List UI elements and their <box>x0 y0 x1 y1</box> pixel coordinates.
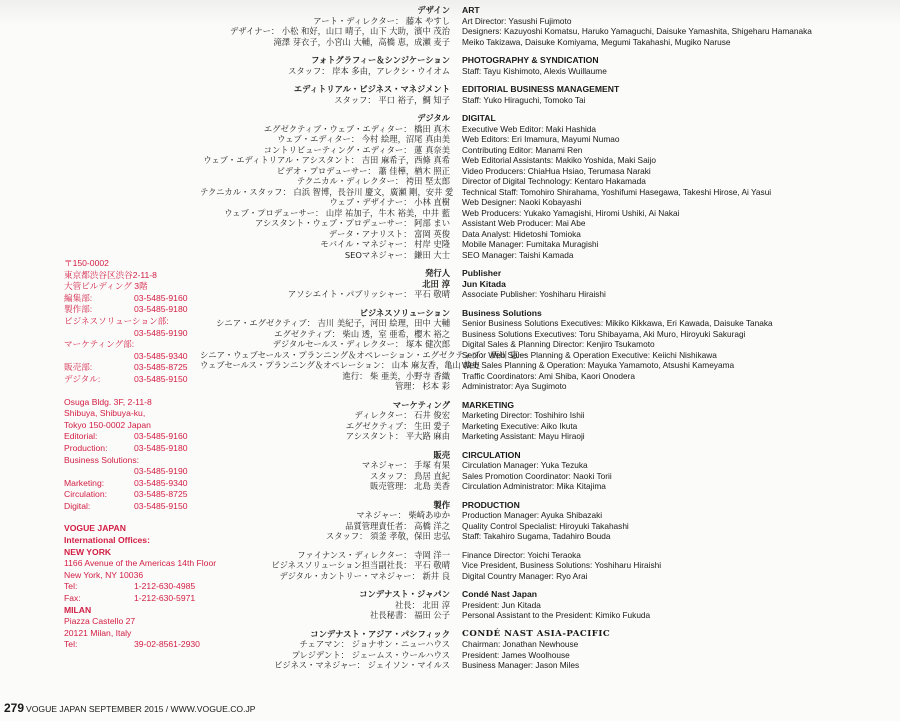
address-label: デジタル: <box>64 373 101 384</box>
credit-line-jp: 滝澤 芽衣子，小宮山 大輔，高橋 恵，成瀬 麦子 <box>273 36 450 47</box>
credit-jp <box>200 450 462 492</box>
section-heading-jp: 製作 <box>433 499 450 510</box>
credit-line-jp: シニア・ウェブセールス・プランニング＆オペレーション・エグゼクティブ： 西川 恵一 <box>200 349 527 360</box>
credit-jp <box>200 55 462 76</box>
credit-line-jp: 販売管理： 北島 美香 <box>370 481 450 491</box>
credit-line-en: Circulation Administrator: Mika Kitajima <box>462 481 606 491</box>
ny-heading: NEW YORK <box>64 546 112 557</box>
credit-line-jp: チェアマン： ジョナサン・ニューハウス <box>299 639 450 649</box>
section-heading-en: ART <box>462 5 480 15</box>
credit-line-jp: ウェブ・エディター： 今村 絵理，沼尾 真由美 <box>277 134 450 144</box>
credit-line-jp: デジタルセールス・ディレクター： 塚本 健次郎 <box>272 339 450 349</box>
page-number: 279 <box>4 701 25 715</box>
credit-line-jp: ウェブ・エディトリアル・アシスタント： 吉田 麻希子，西條 真希 <box>203 155 450 165</box>
credit-section <box>200 55 890 76</box>
credit-en <box>462 450 890 492</box>
address-value: 03-5485-9190 <box>134 327 188 338</box>
credit-line-en: Circulation Manager: Yuka Tezuka <box>462 460 588 470</box>
credit-line-jp: ディレクター： 石井 俊宏 <box>354 410 450 420</box>
credit-line-jp: デジタル・カントリー・マネジャー： 新井 良 <box>279 570 450 581</box>
address-value: 39-02-8561-2930 <box>134 639 200 650</box>
section-heading-jp: 発行人 <box>425 268 450 278</box>
credit-jp <box>200 84 462 105</box>
credit-line-jp: モバイル・マネジャー： 村岸 史隆 <box>320 239 450 249</box>
address-label: 大管ビルディング 3階 <box>64 281 148 292</box>
credit-en <box>462 55 890 76</box>
address-label: Business Solutions: <box>64 454 139 465</box>
credit-line-jp: ビデオ・プロデューサー： 蕭 佳樺，楢木 照正 <box>276 165 450 176</box>
section-heading-en: Publisher <box>462 268 502 278</box>
credit-line-en: Production Manager: Ayuka Shibazaki <box>462 510 603 520</box>
section-heading-jp: コンデナスト・アジア・パシフィック <box>310 628 450 639</box>
credit-line-en: Art Director: Yasushi Fujimoto <box>462 15 572 26</box>
credit-line-en: Video Producers: ChiaHua Hsiao, Terumasa Naraki <box>462 165 651 176</box>
credit-line-jp: アソシエイト・パブリッシャー： 平石 敬晴 <box>287 289 450 299</box>
address-value: 1-212-630-4985 <box>134 581 196 592</box>
credit-line-en: Senior Business Solutions Executives: Mikiko Kikkawa, Eri Kawada, Daisuke Tanaka <box>462 318 773 328</box>
credit-en <box>462 5 890 47</box>
credit-line-en: Vice President, Business Solutions: Yoshiharu Hiraishi <box>462 560 662 570</box>
credit-jp <box>200 550 462 582</box>
credit-line-en: Jun Kitada <box>462 278 506 289</box>
credit-line-jp: エグゼクティブ： 柴山 透，室 亜希，櫻木 裕之 <box>274 328 450 339</box>
credit-line-jp: ウェブ・プロデューサー： 山岸 祐加子，牛木 裕美，中井 藍 <box>224 207 450 218</box>
credit-section <box>200 550 890 582</box>
credit-line-en: SEO Manager: Taishi Kamada <box>462 249 574 260</box>
credit-section <box>200 308 890 392</box>
credit-line-en: Director of Digital Technology: Kentaro Hakamada <box>462 176 646 186</box>
section-heading-en: PHOTOGRAPHY & SYNDICATION <box>462 55 599 65</box>
credit-line-jp: SEOマネジャー： 鎌田 大士 <box>344 249 450 260</box>
credit-line-en: Digital Sales & Planning Director: Kenjiro Tsukamoto <box>462 339 655 349</box>
credit-line-en: Marketing Executive: Aiko Ikuta <box>462 420 578 431</box>
address-label: 販売部: <box>64 362 93 373</box>
credit-line-en: President: James Woolhouse <box>462 649 570 660</box>
address-label: Digital: <box>64 500 91 511</box>
credit-jp <box>200 500 462 542</box>
credit-line-jp: デザイナー： 小松 和好，山口 晴子，山下 大助，濱中 茂治 <box>229 26 450 36</box>
credit-line-jp: 管理： 杉本 彩 <box>394 381 450 391</box>
section-heading-en: Business Solutions <box>462 307 542 318</box>
credit-en <box>462 629 890 671</box>
credit-line-jp: エグゼクティブ・ウェブ・エディター： 橋田 真木 <box>263 123 450 134</box>
credit-section <box>200 113 890 260</box>
credit-line-jp: データ・アナリスト： 富岡 英俊 <box>328 228 450 239</box>
section-heading-jp: デジタル <box>417 113 450 123</box>
section-heading-jp: デザイン <box>417 5 450 15</box>
address-label: Fax: <box>64 593 81 604</box>
section-heading-en: CONDÉ NAST ASIA-PACIFIC <box>462 628 611 639</box>
address-value: 03-5485-9150 <box>134 500 188 511</box>
credit-line-en: Finance Director: Yoichi Teraoka <box>462 549 581 560</box>
section-heading-jp: ビジネスソリューション <box>359 307 450 318</box>
credit-line-en: Executive Web Editor: Maki Hashida <box>462 123 597 134</box>
credit-line-jp: ビジネス・マネジャー： ジェイソン・マイルス <box>274 660 450 670</box>
section-heading-en: MARKETING <box>462 399 515 410</box>
section-heading-en: EDITORIAL BUSINESS MANAGEMENT <box>462 84 620 94</box>
credit-section <box>200 400 890 442</box>
credit-line-jp: スタッフ： 須釜 孝敬，保田 忠弘 <box>325 531 450 541</box>
address-value: 03-5485-9340 <box>134 477 188 488</box>
credit-section <box>200 450 890 492</box>
credit-jp <box>200 400 462 442</box>
credit-line-en: Business Solutions Executives: Toru Shibayama, Aki Muro, Hiroyuki Sakuragi <box>462 328 746 339</box>
credit-line-en: Web Producers: Yukako Yamagishi, Hiromi Ushiki, Ai Nakai <box>462 207 680 218</box>
address-value: 03-5485-9150 <box>134 373 188 384</box>
credit-line-en: Staff: Tayu Kishimoto, Alexis Wuillaume <box>462 65 607 76</box>
masthead-credits <box>200 5 890 679</box>
intl-subheading: International Offices: <box>64 535 150 546</box>
credit-line-en: Sales Promotion Coordinator: Naoki Torii <box>462 470 612 481</box>
address-value: 03-5485-9180 <box>134 442 188 453</box>
address-label <box>64 351 134 363</box>
address-label: Circulation: <box>64 489 107 500</box>
address-label: Tokyo 150-0002 Japan <box>64 419 151 430</box>
credit-en <box>462 589 890 621</box>
credit-line-en: Contributing Editor: Manami Ren <box>462 144 583 155</box>
credit-jp <box>200 5 462 47</box>
credit-jp <box>200 589 462 621</box>
credit-en <box>462 308 890 392</box>
milan-heading: MILAN <box>64 604 92 615</box>
credit-section <box>200 84 890 105</box>
section-heading-en: PRODUCTION <box>462 499 520 510</box>
address-value: 1-212-630-5971 <box>134 593 196 604</box>
credit-en <box>462 500 890 542</box>
credit-line-jp: 品質管理責任者： 高橋 洋之 <box>345 520 450 531</box>
credit-line-en: Technical Staff: Tomohiro Shirahama, Yoshifumi Hasegawa, Takeshi Hirose, Ai Yasui <box>462 186 772 197</box>
credit-line-en: Personal Assistant to the President: Kimiko Fukuda <box>462 610 651 620</box>
credit-line-jp: ファイナンス・ディレクター： 寺岡 洋一 <box>297 549 450 560</box>
section-heading-en: DIGITAL <box>462 113 496 123</box>
credit-line-jp: マネジャー： 手塚 有果 <box>361 460 450 470</box>
credit-section <box>200 5 890 47</box>
credit-line-jp: 北田 淳 <box>422 278 450 289</box>
credit-line-en: Chairman: Jonathan Newhouse <box>462 639 579 649</box>
credit-line-jp: アート・ディレクター： 藤本 やすし <box>313 15 450 26</box>
credit-line-en: Web Sales Planning & Operation: Mayuka Yamamoto, Atsushi Kameyama <box>462 360 735 370</box>
address-value: 03-5485-9160 <box>134 292 188 303</box>
credit-line-en: Traffic Coordinators: Ami Shiba, Kaori Onodera <box>462 370 635 381</box>
address-label: ビジネスソリューション部: <box>64 315 169 326</box>
credit-line-en: Web Designer: Naoki Kobayashi <box>462 197 582 207</box>
address-label: Osuga Bldg. 3F, 2-11-8 <box>64 396 152 407</box>
section-heading-jp: マーケティング <box>392 399 450 410</box>
credit-en <box>462 400 890 442</box>
credit-line-en: Meiko Takizawa, Daisuke Komiyama, Megumi Takahashi, Mugiko Naruse <box>462 36 731 47</box>
address-label: Tel: <box>64 581 78 592</box>
credit-line-en: Marketing Director: Toshihiro Ishii <box>462 410 585 420</box>
address-label: Production: <box>64 442 108 453</box>
credit-line-en: Digital Country Manager: Ryo Arai <box>462 570 588 581</box>
credit-line-en: Web Editorial Assistants: Makiko Yoshida, Maki Saijo <box>462 155 656 165</box>
credit-line-en: Administrator: Aya Sugimoto <box>462 381 567 391</box>
section-heading-jp: エディトリアル・ビジネス・マネジメント <box>293 84 450 94</box>
credit-section <box>200 589 890 621</box>
credit-line-en: Quality Control Specialist: Hiroyuki Takahashi <box>462 520 629 531</box>
credit-en <box>462 550 890 582</box>
credit-line-en: Associate Publisher: Yoshiharu Hiraishi <box>462 289 606 299</box>
credit-jp <box>200 113 462 260</box>
address-label: 東京都渋谷区渋谷2-11-8 <box>64 269 157 280</box>
credit-line-jp: シニア・エグゼクティブ： 吉川 美紀子，河田 絵理，田中 大輔 <box>216 318 450 328</box>
address-label: Tel: <box>64 639 78 650</box>
intl-heading: VOGUE JAPAN <box>64 523 126 534</box>
credit-line-jp: プレジデント： ジェームス・ウールハウス <box>291 649 450 660</box>
credit-en <box>462 113 890 260</box>
address-label: Shibuya, Shibuya-ku, <box>64 408 146 419</box>
credit-jp <box>200 629 462 671</box>
section-heading-jp: コンデナスト・ジャパン <box>359 589 450 599</box>
credit-line-en: Business Manager: Jason Miles <box>462 660 580 670</box>
section-heading-en: Condé Nast Japan <box>462 589 537 599</box>
credit-line-jp: エグゼクティブ： 生田 愛子 <box>345 420 450 431</box>
credit-line-jp: スタッフ： 岸本 多由，アレクシ・ウイオム <box>288 65 450 76</box>
credit-line-en: Mobile Manager: Fumitaka Muragishi <box>462 239 599 249</box>
page-footer <box>0 700 900 721</box>
credit-jp <box>200 268 462 300</box>
credit-line-jp: ウェブ・デザイナー： 小林 直樹 <box>329 197 450 207</box>
credit-line-en: Marketing Assistant: Mayu Hiraoji <box>462 431 585 441</box>
section-heading-jp: フォトグラフィー＆シンジケーション <box>311 55 450 65</box>
address-label <box>64 328 134 340</box>
credit-line-jp: アシスタント・ウェブ・プロデューサー： 阿部 まい <box>255 218 450 228</box>
credit-line-en: Web Editors: Eri Imamura, Mayumi Numao <box>462 134 620 144</box>
address-label: 20121 Milan, Italy <box>64 627 132 638</box>
section-heading-en: CIRCULATION <box>462 449 521 460</box>
footer-text: VOGUE JAPAN SEPTEMBER 2015 / WWW.VOGUE.CO.JP <box>26 704 256 714</box>
address-label: Marketing: <box>64 477 105 488</box>
credit-section <box>200 268 890 300</box>
credit-line-jp: 社長： 北田 淳 <box>394 599 450 610</box>
address-value: 03-5485-9190 <box>134 466 188 477</box>
section-heading-jp: 販売 <box>433 449 450 460</box>
address-value: 03-5485-9160 <box>134 431 188 442</box>
credit-line-jp: スタッフ： 平口 裕子，鯛 知子 <box>334 94 450 105</box>
credit-line-en: Staff: Takahiro Sugama, Tadahiro Bouda <box>462 531 611 541</box>
credit-line-jp: テクニカル・スタッフ： 白浜 智博，長谷川 慶文，廣瀬 剛，安井 愛 <box>200 186 454 197</box>
credit-en <box>462 84 890 105</box>
credit-line-jp: アシスタント： 平大路 麻由 <box>345 431 450 441</box>
credit-line-jp: コントリビューティング・エディター： 蓮 真奈美 <box>263 144 450 155</box>
credit-line-jp: 社長秘書： 福田 公子 <box>370 610 450 620</box>
address-label <box>64 466 134 478</box>
address-label: マーケティング部: <box>64 339 135 350</box>
credit-section <box>200 629 890 671</box>
credit-line-en: Assistant Web Producer: Mai Abe <box>462 218 586 228</box>
address-value: 03-5485-9340 <box>134 350 188 361</box>
credit-line-jp: スタッフ： 鳥居 直紀 <box>370 470 450 481</box>
address-label: 〒150-0002 <box>64 258 109 268</box>
credit-line-en: President: Jun Kitada <box>462 599 541 610</box>
address-label: Piazza Castello 27 <box>64 616 136 627</box>
address-label: 製作部: <box>64 304 93 315</box>
address-value: 03-5485-8725 <box>134 489 188 500</box>
credit-line-jp: マネジャー： 柴崎あゆか <box>356 510 450 520</box>
address-label: New York, NY 10036 <box>64 569 144 580</box>
address-value: 03-5485-8725 <box>134 362 188 373</box>
address-value: 03-5485-9180 <box>134 304 188 315</box>
credit-section <box>200 500 890 542</box>
address-label: 編集部: <box>64 292 93 303</box>
credit-line-en: Staff: Yuko Hiraguchi, Tomoko Tai <box>462 94 586 105</box>
address-label: Editorial: <box>64 431 98 442</box>
address-label: 1166 Avenue of the Americas 14th Floor <box>64 558 217 569</box>
credit-line-en: Senior Web Sales Planning & Operation Executive: Keiichi Nishikawa <box>462 349 717 360</box>
credit-line-en: Designers: Kazuyoshi Komatsu, Haruko Yamaguchi, Daisuke Yamashita, Shigeharu Hamanaka <box>462 26 812 36</box>
credit-line-jp: 進行： 柴 亜美，小野寺 香織 <box>342 370 450 381</box>
credit-line-jp: ウェブセールス・プランニング＆オペレーション： 山本 麻友香，亀山 敦史 <box>200 360 481 370</box>
credit-en <box>462 268 890 300</box>
credit-line-en: Data Analyst: Hidetoshi Tomioka <box>462 228 581 239</box>
credit-line-jp: ビジネスソリューション担当副社長： 平石 敬晴 <box>271 560 450 570</box>
credit-line-jp: テクニカル・ディレクター： 袴田 堅太郎 <box>296 176 450 186</box>
